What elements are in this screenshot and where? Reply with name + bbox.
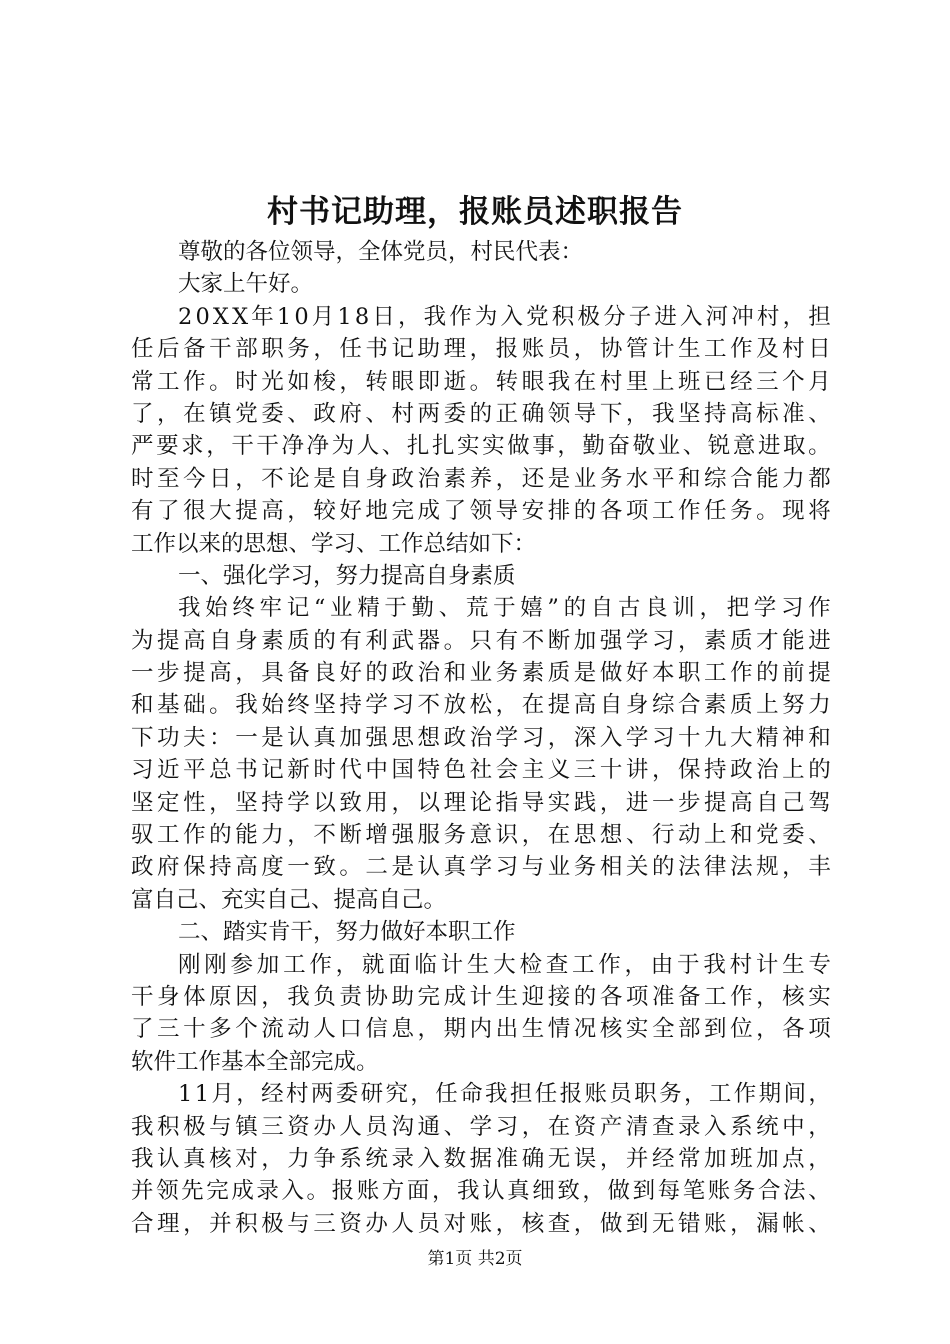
text-line: 有 了 很 大 提 高 ， 较 好 地 完 成 了 领 导 安 排 的 各 项 工 作 任 务 。 现 将 — [131, 498, 831, 525]
text-line: 我 认 真 核 对 ， 力 争 系 统 录 入 数 据 准 确 无 误 ， 并 经 常 加 班 加 点 ， — [131, 1145, 831, 1172]
document-body — [131, 236, 831, 1240]
text-line: 并 领 先 完 成 录 入 。 报 账 方 面 ， 我 认 真 细 致 ， 做 到 每 笔 账 务 合 法 、 — [131, 1178, 831, 1205]
text-line: 严 要 求 ， 干 干 净 净 为 人 、 扎 扎 实 实 做 事 ， 勤 奋 敬 业 、 锐 意 进 取 。 — [131, 433, 831, 460]
text-line: 了 三 十 多 个 流 动 人 口 信 息 ， 期 内 出 生 情 况 核 实 全 部 到 位 ， 各 项 — [131, 1016, 831, 1043]
text-line: 一、强化学习，努力提高自身素质 — [178, 562, 516, 589]
text-line: 工作以来的思想、学习、工作总结如下： — [131, 530, 537, 557]
text-line: 合 理 ， 并 积 极 与 三 资 办 人 员 对 账 ， 核 查 ， 做 到 无 错 账 ， 漏 帐 、 — [131, 1210, 831, 1237]
text-line: 驭 工 作 的 能 力 ， 不 断 增 强 服 务 意 识 ， 在 思 想 、 行 动 上 和 党 委 、 — [131, 822, 831, 849]
text-line: 刚 刚 参 加 工 作 ， 就 面 临 计 生 大 检 查 工 作 ， 由 于 我 村 计 生 专 — [178, 951, 831, 978]
page-footer: 第1页 共2页 — [427, 1249, 523, 1269]
text-line: 为 提 高 自 身 素 质 的 有 利 武 器 。 只 有 不 断 加 强 学 习 ， 素 质 才 能 进 — [131, 627, 831, 654]
text-line: 软件工作基本全部完成。 — [131, 1048, 379, 1075]
text-line: 常 工 作 。 时 光 如 梭 ， 转 眼 即 逝 。 转 眼 我 在 村 里 上 班 已 经 三 个 月 — [131, 368, 831, 395]
text-line: 干 身 体 原 因 ， 我 负 责 协 助 完 成 计 生 迎 接 的 各 项 准 备 工 作 ， 核 实 — [131, 983, 831, 1010]
text-line: 一 步 提 高 ， 具 备 良 好 的 政 治 和 业 务 素 质 是 做 好 本 职 工 作 的 前 提 — [131, 660, 831, 687]
text-line: 大家上午好。 — [178, 271, 314, 298]
text-line: 1 1 月 ， 经 村 两 委 研 究 ， 任 命 我 担 任 报 账 员 职 务 ， 工 作 期 间 ， — [178, 1081, 831, 1108]
text-line: 政 府 保 持 高 度 一 致 。 二 是 认 真 学 习 与 业 务 相 关 的 法 律 法 规 ， 丰 — [131, 854, 831, 881]
text-line: 2 0 X X 年 1 0 月 1 8 日 ， 我 作 为 入 党 积 极 分 子 进 入 河 冲 村 ， 担 — [178, 303, 831, 330]
text-line: 我 积 极 与 镇 三 资 办 人 员 沟 通 、 学 习 ， 在 资 产 清 查 录 入 系 统 中 ， — [131, 1113, 831, 1140]
text-line: 坚 定 性 ， 坚 持 学 以 致 用 ， 以 理 论 指 导 实 践 ， 进 一 步 提 高 自 己 驾 — [131, 789, 831, 816]
document-title: 村书记助理，报账员述职报告 — [267, 194, 683, 230]
text-line: 了 ， 在 镇 党 委 、 政 府 、 村 两 委 的 正 确 领 导 下 ， 我 坚 持 高 标 准 、 — [131, 400, 831, 427]
text-line: 尊敬的各位领导，全体党员，村民代表： — [178, 239, 584, 265]
text-line: 二、踏实肯干，努力做好本职工作 — [178, 919, 516, 946]
text-line: 下 功 夫 ： 一 是 认 真 加 强 思 想 政 治 学 习 ， 深 入 学 习 十 九 大 精 神 和 — [131, 724, 831, 751]
text-line: 任 后 备 干 部 职 务 ， 任 书 记 助 理 ， 报 账 员 ， 协 管 计 生 工 作 及 村 日 — [131, 336, 831, 363]
text-line: 我 始 终 牢 记 “ 业 精 于 勤 、 荒 于 嬉 ” 的 自 古 良 训 ， 把 学 习 作 — [178, 595, 831, 622]
text-line: 富自己、充实自己、提高自己。 — [131, 886, 447, 913]
text-line: 习 近 平 总 书 记 新 时 代 中 国 特 色 社 会 主 义 三 十 讲 ， 保 持 政 治 上 的 — [131, 757, 831, 784]
text-line: 时 至 今 日 ， 不 论 是 自 身 政 治 素 养 ， 还 是 业 务 水 平 和 综 合 能 力 都 — [131, 465, 831, 492]
text-line: 和 基 础 。 我 始 终 坚 持 学 习 不 放 松 ， 在 提 高 自 身 综 合 素 质 上 努 力 — [131, 692, 831, 719]
